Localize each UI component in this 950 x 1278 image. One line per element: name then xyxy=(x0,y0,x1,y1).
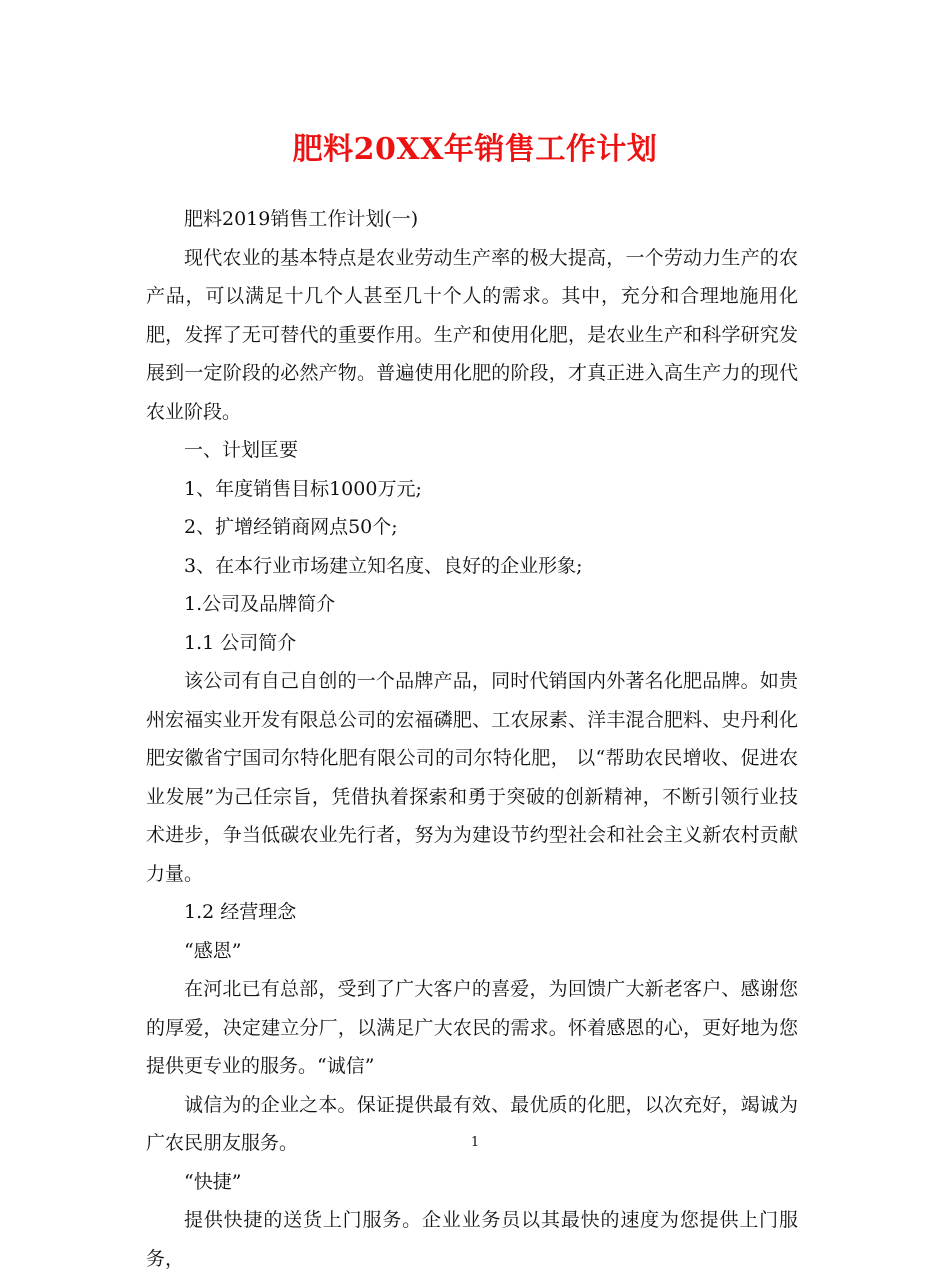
list-item-dealer-expansion: 2、扩增经销商网点50个; xyxy=(184,516,398,538)
section-heading-plan-summary: 一、计划匡要 xyxy=(184,439,299,461)
subheading-speed: “快捷” xyxy=(184,1170,242,1193)
document-body xyxy=(146,200,798,1278)
paragraph-company-intro: 该公司有自己自创的一个品牌产品，同时代销国内外著名化肥品牌。如贵州宏福实业开发有限总公司的宏福磷肥、工农尿素、洋丰混合肥料、史丹利化肥安徽省宁国司尔特化肥有限公司的司尔特化肥， 以“帮助农民增收、促进农业发展”为己任宗旨，凭借执着探索和勇于突破的创新精神，不断引领行业技术进步，争当低碳农业先行者，努为为建设节约型社会和社会主义新农村贡献力量。 xyxy=(146,670,798,885)
paragraph-gratitude: 在河北已有总部，受到了广大客户的喜爱，为回馈广大新老客户、感谢您的厚爱，决定建立分厂，以满足广大农民的需求。怀着感恩的心，更好地为您提供更专业的服务。“诚信” xyxy=(146,978,798,1077)
document-title: 肥料20XX年销售工作计划 xyxy=(292,132,658,167)
paragraph-modern-agriculture: 现代农业的基本特点是农业劳动生产率的极大提高，一个劳动力生产的农产品，可以满足十几个人甚至几十个人的需求。其中，充分和合理地施用化肥，发挥了无可替代的重要作用。生产和使用化肥，是农业生产和科学研究发展到一定阶段的必然产物。普遍使用化肥的阶段，才真正进入高生产力的现代农业阶段。 xyxy=(146,246,798,423)
list-item-brand-image: 3、在本行业市场建立知名度、良好的企业形象; xyxy=(184,554,583,577)
subheading-gratitude: “感恩” xyxy=(184,939,242,962)
section-heading-company-brand: 1.公司及品牌简介 xyxy=(184,593,336,615)
page-number: 1 xyxy=(470,1135,480,1150)
section-heading-plan-one: 肥料2019销售工作计划(一) xyxy=(184,208,419,230)
paragraph-speed: 提供快捷的送货上门服务。企业业务员以其最快的速度为您提供上门服务， xyxy=(146,1209,798,1270)
paragraph-integrity: 诚信为的企业之本。保证提供最有效、最优质的化肥，以次充好，竭诚为广农民朋友服务。 xyxy=(146,1093,798,1154)
list-item-sales-target: 1、年度销售目标1000万元; xyxy=(184,477,422,500)
section-heading-business-philosophy: 1.2 经营理念 xyxy=(184,901,297,923)
section-heading-company-intro: 1.1 公司简介 xyxy=(184,631,297,654)
